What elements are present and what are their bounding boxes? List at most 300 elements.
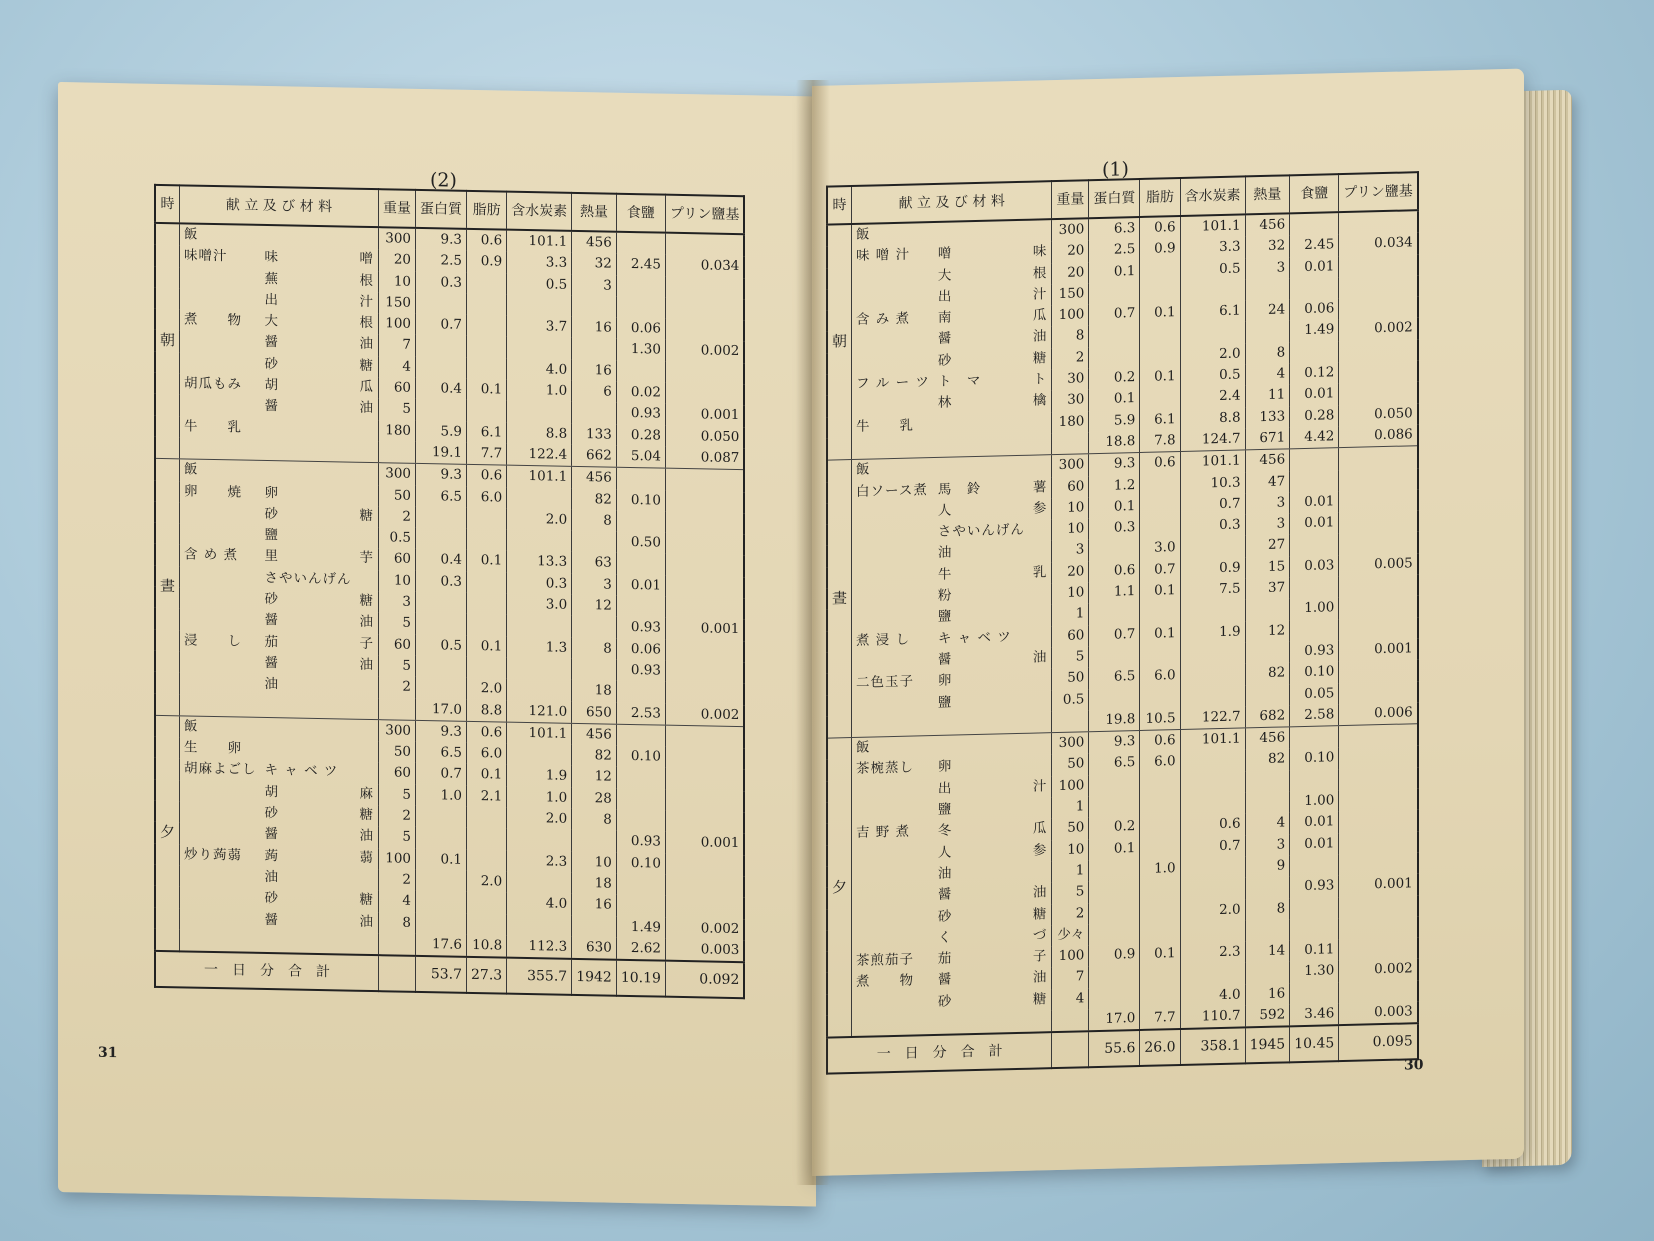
- value-cell: 122.7: [1180, 706, 1245, 729]
- ingredient: 醤: [264, 334, 280, 351]
- ingredient: 馬 鈴: [937, 480, 982, 498]
- dish-name: [852, 800, 934, 823]
- value-cell: 1: [1052, 796, 1089, 818]
- ingredient: 油: [1032, 884, 1048, 901]
- ingredient: [1029, 412, 1052, 434]
- value-cell: [416, 335, 467, 357]
- ingredient: 里: [264, 548, 280, 565]
- ingredient: 鹽: [937, 694, 953, 711]
- ingredient: づ: [1032, 927, 1048, 944]
- day-total-value: 1942: [572, 959, 617, 996]
- value-cell: 0.1: [1089, 388, 1140, 411]
- value-cell: [467, 508, 507, 530]
- value-cell: 7: [1052, 967, 1089, 989]
- dish-name: 牛 乳: [852, 415, 934, 438]
- value-cell: 0.001: [1339, 638, 1418, 661]
- value-cell: 1.00: [1290, 597, 1339, 619]
- ingredient: 麻: [359, 785, 375, 802]
- value-cell: 0.3: [1089, 517, 1140, 540]
- value-cell: 1.1: [1089, 581, 1140, 604]
- value-cell: [416, 891, 467, 913]
- ingredient: 参: [1032, 841, 1048, 859]
- ingredient: 油: [359, 400, 375, 417]
- value-cell: 5: [379, 399, 416, 421]
- value-cell: 0.7: [1180, 493, 1245, 516]
- column-header: プリン鹽基: [665, 195, 744, 235]
- dish-name: [180, 780, 261, 803]
- dish-name: [180, 587, 261, 610]
- value-cell: [416, 613, 467, 635]
- value-cell: 456: [572, 231, 617, 254]
- value-cell: [1339, 468, 1418, 491]
- value-cell: 5.9: [416, 421, 467, 443]
- value-cell: [507, 658, 572, 681]
- value-cell: 0.1: [467, 764, 507, 786]
- day-total-value: [379, 955, 416, 992]
- value-cell: 671: [1245, 427, 1290, 450]
- ingredient: 醤: [264, 612, 280, 629]
- column-header: 重量: [379, 189, 416, 228]
- ingredient: [1029, 519, 1052, 541]
- value-cell: [507, 295, 572, 318]
- value-cell: [572, 659, 617, 681]
- value-cell: [572, 915, 617, 937]
- value-cell: [665, 789, 744, 812]
- value-cell: 12: [572, 766, 617, 788]
- dish-name: [180, 395, 261, 418]
- ingredient: 胡: [264, 783, 280, 800]
- value-cell: 8: [572, 510, 617, 532]
- value-cell: 18: [572, 873, 617, 895]
- value-cell: 0.50: [616, 532, 665, 554]
- dish-name: 生 卵: [180, 737, 261, 760]
- value-cell: 5.9: [1089, 410, 1140, 433]
- ingredient: 根: [359, 314, 375, 332]
- value-cell: 60: [379, 763, 416, 785]
- value-cell: [1290, 576, 1339, 598]
- value-cell: 456: [572, 467, 617, 490]
- ingredient: [934, 1011, 1029, 1036]
- meal-time-label: 朝: [827, 224, 852, 460]
- value-cell: [467, 913, 507, 935]
- day-total-value: 0.092: [665, 961, 744, 999]
- day-total-value: 1945: [1245, 1027, 1290, 1064]
- value-cell: 12: [1245, 620, 1290, 642]
- value-cell: [1180, 279, 1245, 302]
- value-cell: 6.5: [416, 485, 467, 507]
- value-cell: 0.12: [1290, 362, 1339, 384]
- value-cell: [1089, 602, 1140, 625]
- value-cell: [1339, 937, 1418, 960]
- value-cell: 2.5: [1089, 239, 1140, 262]
- value-cell: [507, 679, 572, 702]
- value-cell: 60: [379, 377, 416, 399]
- value-cell: [507, 487, 572, 510]
- value-cell: 0.002: [665, 340, 744, 363]
- value-cell: [467, 529, 507, 551]
- value-cell: 1.49: [1290, 320, 1339, 342]
- dish-name: [852, 650, 934, 673]
- value-cell: 100: [379, 313, 416, 335]
- ingredient: 林: [937, 394, 953, 412]
- book-gutter: [796, 80, 830, 1185]
- value-cell: [1052, 432, 1089, 455]
- value-cell: 0.001: [665, 618, 744, 641]
- dish-name: [852, 885, 934, 908]
- ingredient: 油: [264, 868, 280, 886]
- dish-name: 茶煎茄子: [852, 949, 934, 972]
- value-cell: 0.4: [416, 378, 467, 400]
- value-cell: 60: [1052, 476, 1089, 498]
- ingredient: 子: [359, 635, 375, 652]
- ingredient: 砂: [937, 993, 953, 1010]
- value-cell: 3: [1245, 257, 1290, 279]
- dish-name: 味噌汁: [180, 246, 261, 269]
- left-page: [58, 82, 816, 1207]
- value-cell: 133: [572, 424, 617, 446]
- value-cell: [1245, 877, 1290, 899]
- value-cell: [1290, 470, 1339, 492]
- column-header: 食鹽: [1290, 174, 1339, 213]
- value-cell: 28: [572, 788, 617, 810]
- value-cell: 1.0: [1140, 858, 1180, 880]
- value-cell: 6.5: [416, 742, 467, 764]
- value-cell: [665, 575, 744, 598]
- value-cell: [665, 639, 744, 662]
- ingredient: 大: [264, 313, 280, 330]
- dish-name: [852, 266, 934, 289]
- ingredient: 汁: [1032, 286, 1048, 303]
- value-cell: 8: [1245, 898, 1290, 920]
- value-cell: 19.1: [416, 442, 467, 465]
- value-cell: [665, 383, 744, 406]
- value-cell: 5: [379, 784, 416, 806]
- value-cell: 少々: [1052, 924, 1089, 946]
- value-cell: 0.003: [665, 938, 744, 962]
- dish-name: [852, 928, 934, 951]
- value-cell: 7: [379, 335, 416, 357]
- value-cell: [1339, 916, 1418, 939]
- day-total-value: 358.1: [1180, 1028, 1245, 1066]
- value-cell: [1140, 964, 1180, 986]
- value-cell: 0.10: [616, 852, 665, 874]
- value-cell: 180: [1052, 411, 1089, 433]
- value-cell: [467, 657, 507, 679]
- value-cell: [1180, 642, 1245, 665]
- value-cell: [379, 698, 416, 721]
- value-cell: [1140, 687, 1180, 709]
- value-cell: [665, 682, 744, 705]
- ingredient: 冬: [937, 822, 953, 840]
- dish-name: 胡瓜もみ: [180, 373, 261, 396]
- value-cell: 456: [1245, 449, 1290, 472]
- value-cell: [1339, 254, 1418, 277]
- value-cell: 0.4: [416, 549, 467, 571]
- dish-name: 煮 浸 し: [852, 629, 934, 652]
- dish-name: 炒り蒟蒻: [180, 844, 261, 867]
- value-cell: [1180, 685, 1245, 708]
- value-cell: [416, 592, 467, 614]
- ingredient: 砂: [937, 908, 953, 925]
- value-cell: 6.0: [1140, 665, 1180, 687]
- value-cell: 0.9: [1140, 238, 1180, 260]
- ingredient: 醤: [937, 886, 953, 904]
- value-cell: 10: [1052, 582, 1089, 604]
- value-cell: [616, 297, 665, 319]
- value-cell: 0.1: [1089, 496, 1140, 519]
- value-cell: 0.7: [1180, 835, 1245, 858]
- value-cell: 0.002: [1339, 318, 1418, 341]
- value-cell: [1140, 922, 1180, 944]
- dish-name: [852, 693, 934, 716]
- value-cell: 456: [572, 723, 617, 746]
- value-cell: 0.002: [665, 703, 744, 726]
- value-cell: 0.086: [1339, 424, 1418, 448]
- value-cell: [616, 874, 665, 896]
- ingredient: 乳: [1032, 563, 1048, 581]
- value-cell: [616, 553, 665, 575]
- dish-name: 吉 野 煮: [852, 821, 934, 844]
- column-header: プリン鹽基: [1339, 172, 1418, 212]
- value-cell: 7.8: [1140, 430, 1180, 453]
- value-cell: 0.1: [1140, 580, 1180, 602]
- ingredient: 砂: [264, 890, 280, 907]
- value-cell: 0.050: [1339, 403, 1418, 426]
- value-cell: [467, 315, 507, 337]
- value-cell: 10.5: [1140, 708, 1180, 731]
- value-cell: 0.93: [1290, 640, 1339, 662]
- value-cell: 4.42: [1290, 426, 1339, 449]
- ingredient: ト マ: [937, 372, 982, 391]
- value-cell: 6.3: [1089, 217, 1140, 241]
- dish-name: [852, 714, 934, 738]
- ingredient: 参: [1032, 500, 1048, 517]
- day-total-label: 一 日 分 合 計: [155, 951, 379, 991]
- value-cell: 2.1: [467, 786, 507, 808]
- ingredient: [1029, 1010, 1052, 1033]
- value-cell: [1245, 791, 1290, 813]
- ingredient: 南: [937, 309, 953, 327]
- value-cell: [1290, 448, 1339, 471]
- ingredient: 蒻: [359, 849, 375, 866]
- value-cell: 3: [379, 591, 416, 613]
- value-cell: [616, 810, 665, 832]
- column-header: 含水炭素: [507, 192, 572, 231]
- ingredient: 醤: [937, 331, 953, 348]
- value-cell: 100: [1052, 775, 1089, 797]
- value-cell: [665, 533, 744, 556]
- value-cell: [1290, 277, 1339, 299]
- ingredient: 茄: [937, 950, 953, 968]
- value-cell: [616, 724, 665, 747]
- value-cell: [1180, 600, 1245, 623]
- value-cell: 300: [1052, 218, 1089, 241]
- value-cell: 2.0: [1180, 899, 1245, 922]
- value-cell: [416, 912, 467, 934]
- value-cell: 0.9: [1089, 944, 1140, 967]
- value-cell: [1140, 815, 1180, 837]
- value-cell: [1140, 345, 1180, 367]
- value-cell: 456: [1245, 727, 1290, 750]
- ingredient: [356, 869, 379, 891]
- value-cell: [616, 596, 665, 618]
- ingredient: 糖: [359, 592, 375, 610]
- value-cell: [1290, 341, 1339, 363]
- value-cell: 2: [1052, 347, 1089, 369]
- dish-name: [852, 543, 934, 566]
- value-cell: [665, 319, 744, 342]
- value-cell: [416, 870, 467, 892]
- value-cell: [1339, 681, 1418, 704]
- value-cell: 8: [1052, 326, 1089, 348]
- value-cell: [1245, 641, 1290, 663]
- value-cell: [616, 788, 665, 810]
- value-cell: 17.0: [1089, 1008, 1140, 1032]
- dish-name: [180, 651, 261, 674]
- value-cell: 82: [1245, 663, 1290, 685]
- ingredient: 油: [359, 913, 375, 930]
- value-cell: 1.9: [1180, 621, 1245, 644]
- ingredient: 糖: [359, 357, 375, 374]
- value-cell: 5: [1052, 881, 1089, 903]
- left-page-label: (2): [430, 169, 457, 192]
- value-cell: 10: [572, 851, 617, 873]
- value-cell: 20: [1052, 262, 1089, 284]
- value-cell: [1140, 387, 1180, 409]
- value-cell: 50: [1052, 818, 1089, 840]
- value-cell: [1339, 724, 1418, 748]
- value-cell: [1089, 923, 1140, 946]
- ingredient: 汁: [1032, 777, 1048, 795]
- value-cell: 10.3: [1180, 472, 1245, 495]
- value-cell: [1180, 878, 1245, 901]
- value-cell: 6.0: [467, 486, 507, 508]
- value-cell: 0.034: [1339, 232, 1418, 255]
- dish-name: [180, 566, 261, 589]
- ingredient: 砂: [264, 804, 280, 822]
- dish-name: 含 め 煮: [180, 545, 261, 568]
- value-cell: 20: [1052, 561, 1089, 583]
- value-cell: 50: [1052, 667, 1089, 689]
- value-cell: 4: [379, 890, 416, 912]
- meal-time-label: 朝: [155, 223, 180, 459]
- dish-name: [180, 823, 261, 846]
- value-cell: 0.93: [616, 617, 665, 639]
- value-cell: 0.3: [416, 271, 467, 293]
- value-cell: [1140, 644, 1180, 666]
- dish-name: [852, 287, 934, 310]
- dish-name: [852, 501, 934, 524]
- value-cell: 5: [1052, 646, 1089, 668]
- value-cell: 0.93: [616, 660, 665, 682]
- value-cell: 4.0: [507, 358, 572, 381]
- dish-name: [852, 779, 934, 802]
- ingredient: 牛: [937, 566, 953, 583]
- value-cell: 4.0: [507, 893, 572, 916]
- value-cell: 0.6: [1089, 560, 1140, 583]
- value-cell: [1140, 281, 1180, 303]
- value-cell: [616, 232, 665, 255]
- value-cell: 20: [379, 249, 416, 271]
- ingredient: [1029, 219, 1052, 242]
- value-cell: 15: [1245, 556, 1290, 578]
- ingredient: 糖: [1032, 905, 1048, 923]
- value-cell: 50: [379, 485, 416, 507]
- value-cell: 0.28: [1290, 405, 1339, 427]
- value-cell: [467, 572, 507, 594]
- value-cell: 0.9: [467, 251, 507, 273]
- value-cell: 110.7: [1180, 1005, 1245, 1029]
- value-cell: [1180, 792, 1245, 815]
- dish-name: [852, 992, 934, 1015]
- ingredient: [261, 931, 356, 955]
- value-cell: 0.2: [1089, 816, 1140, 839]
- value-cell: [665, 361, 744, 384]
- value-cell: [1089, 282, 1140, 305]
- value-cell: [1140, 794, 1180, 816]
- value-cell: 9: [1245, 855, 1290, 877]
- value-cell: 1.00: [1290, 790, 1339, 812]
- value-cell: 0.06: [616, 318, 665, 340]
- value-cell: [1180, 920, 1245, 943]
- ingredient: 出: [937, 780, 953, 797]
- value-cell: [1140, 773, 1180, 795]
- ingredient: [356, 741, 379, 763]
- ingredient: [356, 484, 379, 506]
- value-cell: [1089, 795, 1140, 818]
- value-cell: 9.3: [416, 464, 467, 487]
- value-cell: [416, 827, 467, 849]
- ingredient: 油: [359, 656, 375, 674]
- value-cell: [1180, 322, 1245, 345]
- ingredient: 鹽: [937, 801, 953, 818]
- value-cell: [1339, 767, 1418, 790]
- column-header: 時: [155, 185, 180, 223]
- value-cell: 60: [1052, 625, 1089, 647]
- ingredient: [261, 717, 356, 741]
- value-cell: 2.4: [1180, 386, 1245, 409]
- value-cell: [616, 681, 665, 703]
- value-cell: [416, 399, 467, 421]
- ingredient: 大: [937, 267, 953, 284]
- value-cell: 0.7: [416, 314, 467, 336]
- value-cell: 0.1: [467, 635, 507, 657]
- value-cell: [1089, 645, 1140, 668]
- value-cell: 2.3: [1180, 942, 1245, 965]
- dish-name: 飯: [180, 459, 261, 482]
- value-cell: [665, 661, 744, 684]
- value-cell: [507, 829, 572, 852]
- value-cell: [665, 298, 744, 321]
- dish-name: [180, 887, 261, 910]
- value-cell: 5: [379, 655, 416, 677]
- value-cell: 124.7: [1180, 428, 1245, 451]
- dish-name: [852, 586, 934, 609]
- ingredient: [356, 419, 379, 441]
- value-cell: 14: [1245, 940, 1290, 962]
- ingredient: 鹽: [264, 527, 280, 544]
- value-cell: [665, 597, 744, 620]
- dish-name: 飯: [852, 222, 934, 246]
- value-cell: 300: [379, 227, 416, 250]
- meal-time-label: 夕: [155, 715, 180, 951]
- ingredient: 胡: [264, 377, 280, 394]
- column-header: 脂肪: [467, 191, 507, 230]
- value-cell: 8: [572, 638, 617, 660]
- value-cell: [1245, 962, 1290, 984]
- meal-time-label: 晝: [827, 460, 852, 738]
- ingredient: [356, 441, 379, 463]
